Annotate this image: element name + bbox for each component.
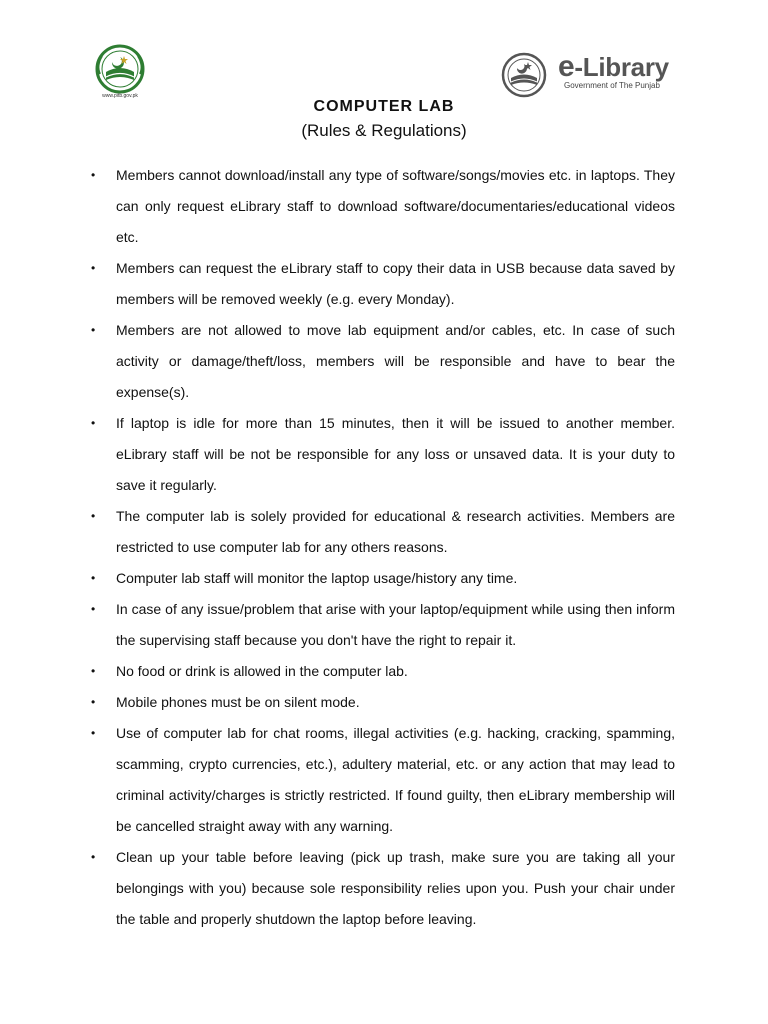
bullet-icon: • — [91, 664, 96, 678]
rule-item — [91, 501, 675, 563]
rule-text: The computer lab is solely provided for educational & research activities. Members are restricted to use computer lab for any others reasons. — [116, 508, 675, 555]
punjab-emblem-icon — [92, 44, 148, 94]
bullet-icon: • — [91, 726, 96, 740]
logo-url-text: www.pitb.gov.pk — [102, 93, 138, 99]
bullet-icon: • — [91, 571, 96, 585]
rules-list — [0, 160, 768, 935]
bullet-icon: • — [91, 323, 96, 337]
page-subtitle: (Rules & Regulations) — [301, 121, 467, 140]
rule-item — [91, 718, 675, 842]
bullet-icon: • — [91, 168, 96, 182]
bullet-icon: • — [91, 695, 96, 709]
rule-text: Clean up your table before leaving (pick up trash, make sure you are taking all your belongings with you) because sole responsibility relies upon you. Push your chair under the table and properly shutdown the laptop before leaving. — [116, 849, 675, 927]
bullet-icon: • — [91, 850, 96, 864]
rule-item — [91, 563, 675, 594]
rule-text: In case of any issue/problem that arise with your laptop/equipment while using then inform the supervising staff because you don't have the right to repair it. — [116, 601, 675, 648]
elibrary-emblem-icon — [500, 52, 552, 98]
rule-text: Members can request the eLibrary staff to copy their data in USB because data saved by members will be removed weekly (e.g. every Monday). — [116, 260, 675, 307]
punjab-emblem-logo — [92, 44, 148, 104]
bullet-icon: • — [91, 416, 96, 430]
brand-subtitle: Government of The Punjab — [564, 81, 660, 90]
rule-text: Members cannot download/install any type of software/songs/movies etc. in laptops. They can only request eLibrary staff to download software/documentaries/educational videos etc. — [116, 167, 675, 245]
rule-text: Computer lab staff will monitor the laptop usage/history any time. — [116, 570, 518, 586]
rule-item — [91, 408, 675, 501]
rule-item — [91, 315, 675, 408]
bullet-icon: • — [91, 261, 96, 275]
bullet-icon: • — [91, 602, 96, 616]
bullet-icon: • — [91, 509, 96, 523]
elibrary-brand-text — [558, 52, 669, 82]
rule-text: Members are not allowed to move lab equipment and/or cables, etc. In case of such activity or damage/theft/loss, members will be responsible and have to bear the expense(s). — [116, 322, 675, 400]
elibrary-logo — [500, 52, 680, 102]
rule-text: Mobile phones must be on silent mode. — [116, 694, 360, 710]
rule-text: No food or drink is allowed in the computer lab. — [116, 663, 408, 679]
brand-rest: -Library — [574, 52, 669, 82]
rule-item — [91, 656, 675, 687]
rule-text: If laptop is idle for more than 15 minutes, then it will be issued to another member. eLibrary staff will be not be responsible for any loss or unsaved data. It is your duty to save it regularly. — [116, 415, 675, 493]
page-title: COMPUTER LAB — [313, 98, 455, 115]
rule-item — [91, 842, 675, 935]
rule-item — [91, 594, 675, 656]
rule-item — [91, 253, 675, 315]
rule-text: Use of computer lab for chat rooms, illegal activities (e.g. hacking, cracking, spamming, scamming, crypto currencies, etc.), adultery material, etc. or any action that may lead to criminal activity/charges is strictly restricted. If found guilty, then eLibrary membership will be cancelled straight away with any warning. — [116, 725, 675, 834]
brand-prefix: e — [558, 50, 575, 83]
rule-item — [91, 687, 675, 718]
rule-item — [91, 160, 675, 253]
